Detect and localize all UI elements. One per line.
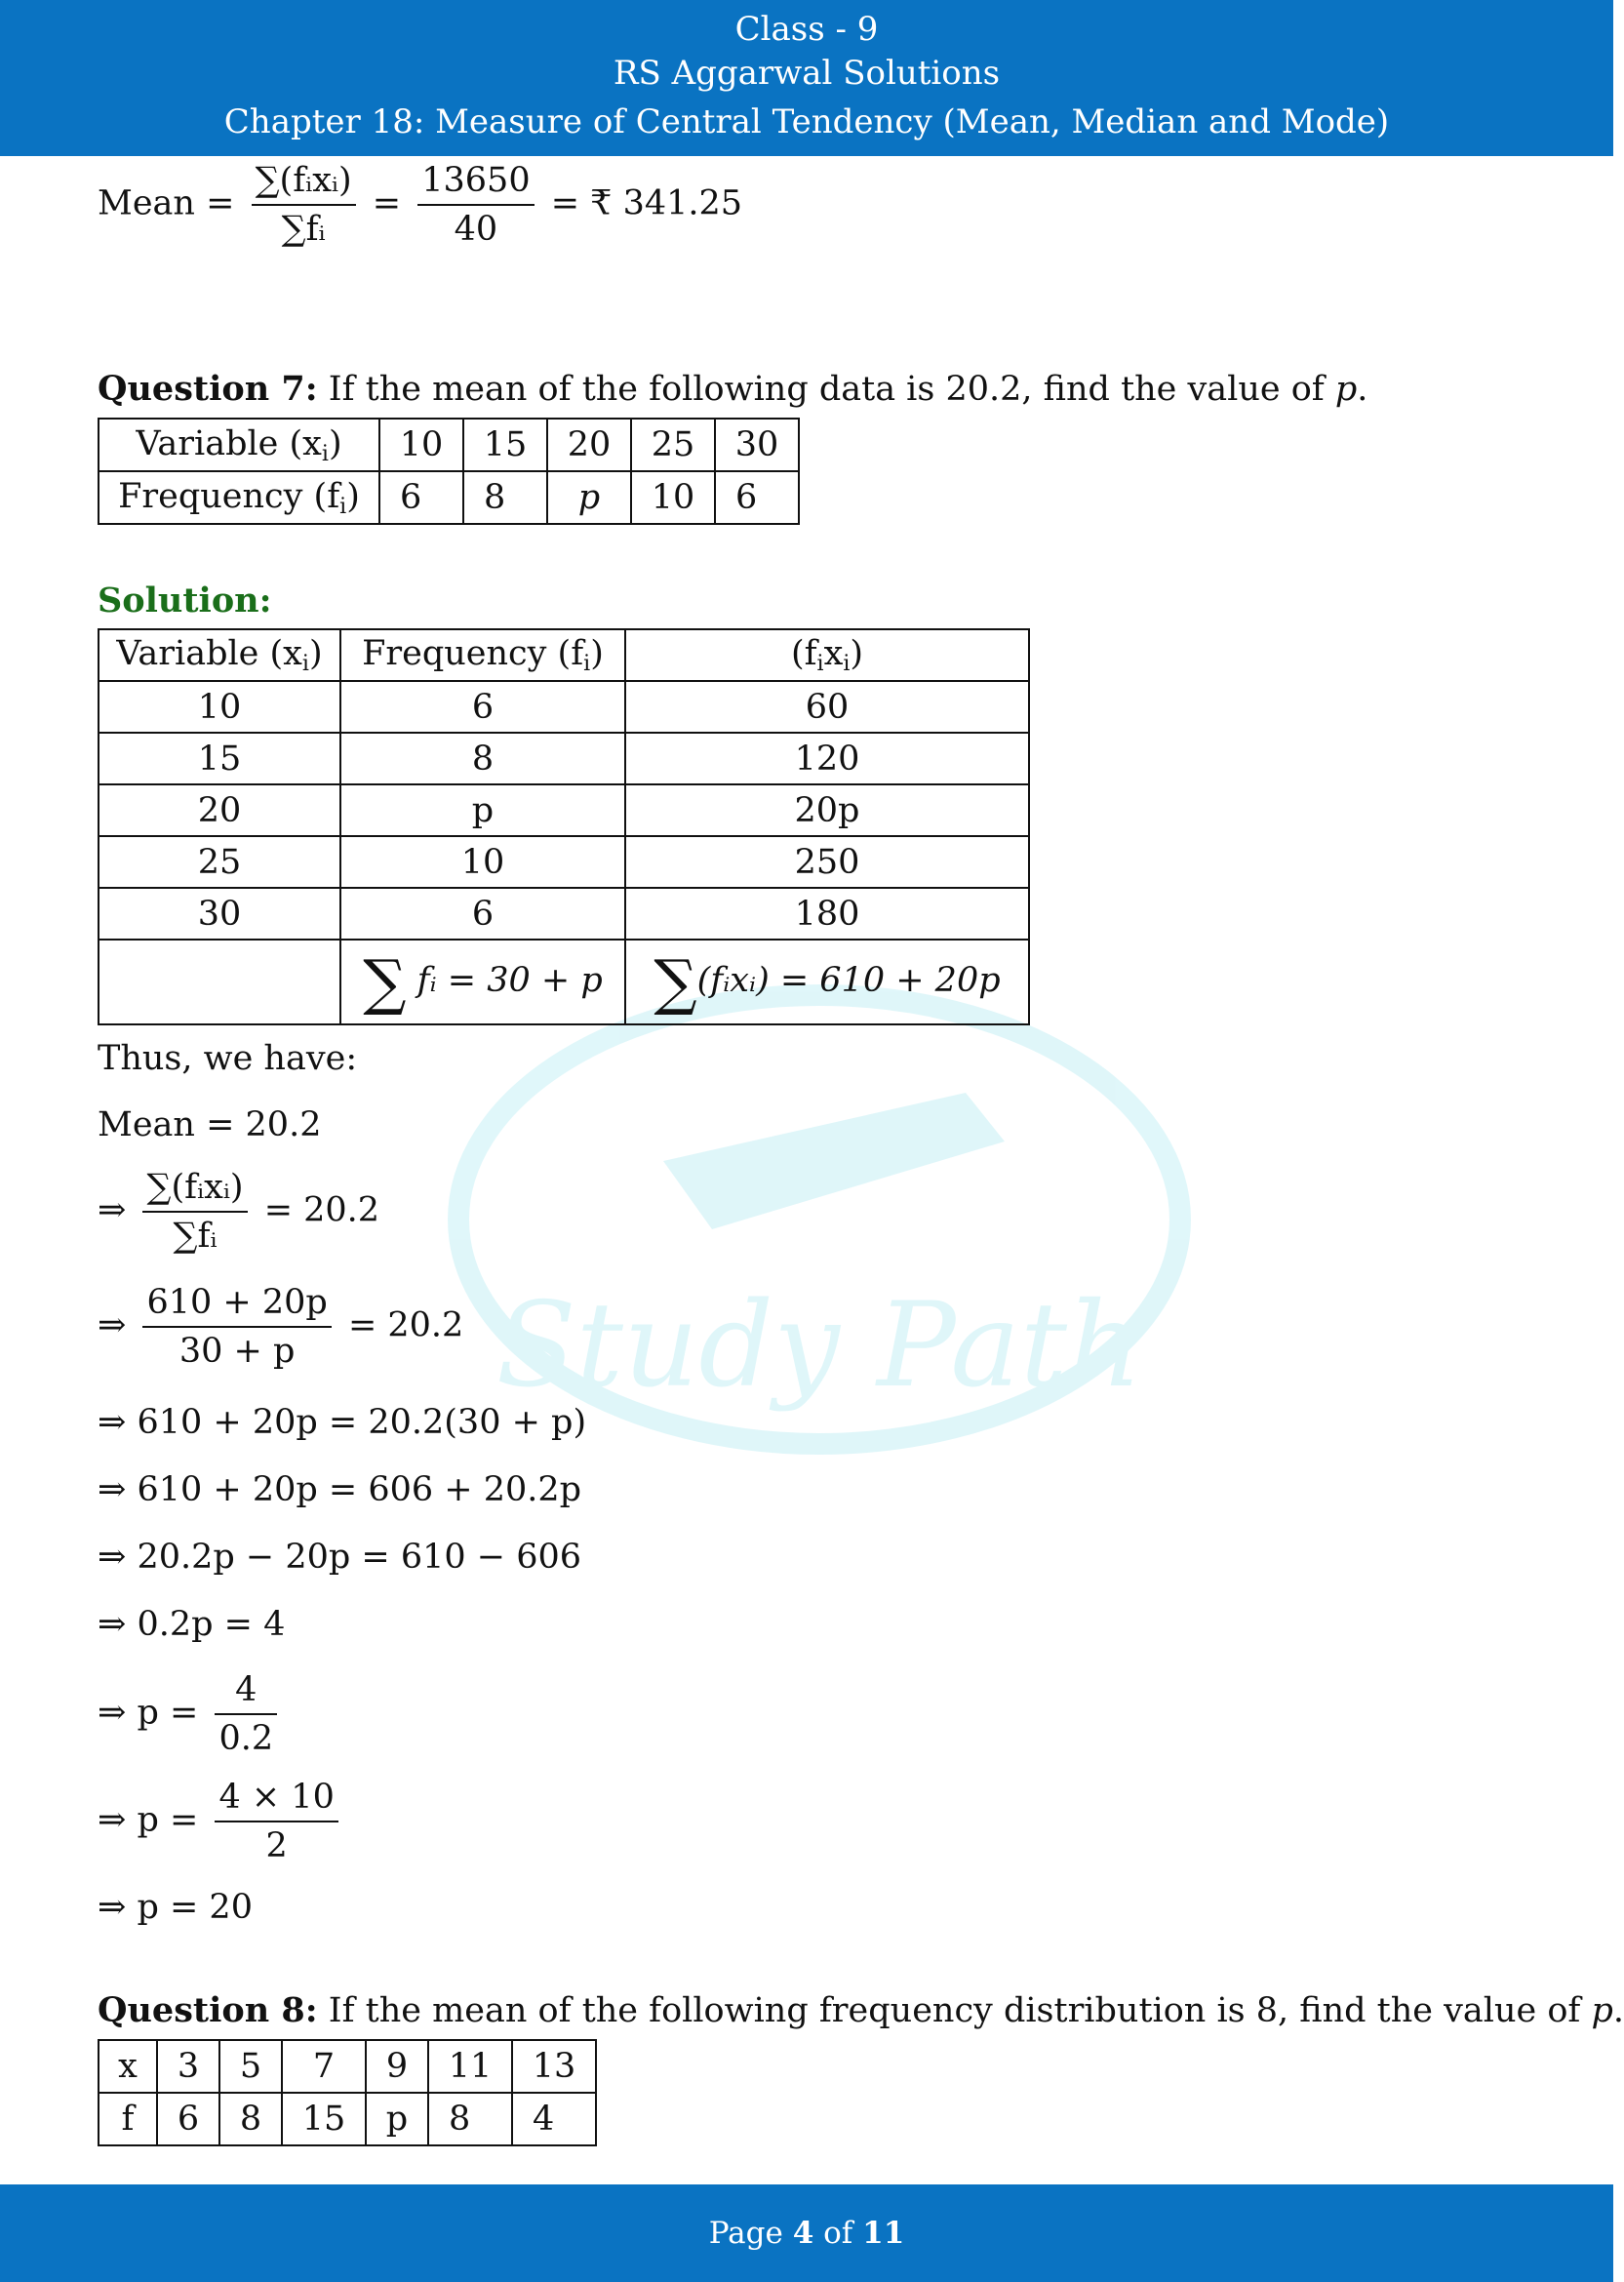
step-3: ⇒ 610 + 20p = 20.2(30 + p) <box>98 1403 587 1442</box>
step-7-fraction <box>215 1670 277 1758</box>
question-variable: p <box>1334 370 1358 409</box>
page-header <box>0 0 1613 156</box>
current-page-number: 4 <box>792 2216 814 2251</box>
step-1-fraction <box>142 1168 247 1256</box>
table-cell: p <box>366 2093 428 2145</box>
question-8-table <box>98 2039 597 2146</box>
row-label-frequency: Frequency $(f_i)$ <box>99 471 379 524</box>
table-header-frequency: Frequency $(f_i)$ <box>340 629 625 681</box>
table-cell: 20 <box>547 419 631 471</box>
fraction-denominator: 30 + p <box>178 1332 296 1371</box>
table-cell: 8 <box>428 2093 512 2145</box>
mean-equation: Mean = 20.2 <box>98 1105 322 1144</box>
header-chapter: Chapter 18: Measure of Central Tendency (Mean, Median and Mode) <box>223 102 1390 141</box>
fraction-numerator: ∑(fᵢxᵢ) <box>252 161 356 206</box>
table-cell: 8 <box>340 733 625 784</box>
mean-result: = ₹ 341.25 <box>550 183 743 223</box>
table-header-variable: Variable $(x_i)$ <box>99 629 340 681</box>
table-row <box>99 888 1029 940</box>
page-footer <box>0 2184 1613 2282</box>
step-6: ⇒ 0.2p = 4 <box>98 1605 286 1644</box>
table-cell: 11 <box>428 2040 512 2093</box>
fraction-denominator: 40 <box>454 210 498 249</box>
table-cell: 6 <box>340 888 625 940</box>
fraction-numerator: ∑(fᵢxᵢ) <box>142 1168 247 1213</box>
implies-symbol: ⇒ <box>98 1305 127 1345</box>
step-2-rhs: = 20.2 <box>347 1305 464 1345</box>
table-cell: 180 <box>625 888 1029 940</box>
header-book: RS Aggarwal Solutions <box>613 54 1001 93</box>
question-variable: p <box>1591 1991 1613 2030</box>
table-cell: 9 <box>366 2040 428 2093</box>
table-cell: 4 <box>512 2093 596 2145</box>
table-cell: 6 <box>379 471 463 524</box>
step-7 <box>98 1670 283 1758</box>
table-cell: 6 <box>715 471 799 524</box>
table-cell: 250 <box>625 836 1029 888</box>
row-label-x: x <box>99 2040 157 2093</box>
implies-symbol: ⇒ <box>98 1190 127 1230</box>
question-text: If the mean of the following frequency distribution is 8, find the value of <box>328 1991 1592 2030</box>
table-cell: 15 <box>282 2093 366 2145</box>
footer-prefix: Page <box>708 2216 793 2251</box>
step-9: ⇒ p = 20 <box>98 1888 253 1927</box>
table-cell: 25 <box>99 836 340 888</box>
mean-fraction-symbolic <box>252 161 356 249</box>
step-8 <box>98 1778 344 1865</box>
table-cell: 10 <box>340 836 625 888</box>
step-7-lhs: ⇒ p = <box>98 1693 199 1733</box>
sum-f-expression: fᵢ = 30 + p <box>416 960 603 1000</box>
table-row <box>99 836 1029 888</box>
watermark-text: Study Path <box>495 1278 1143 1414</box>
fraction-denominator: 2 <box>265 1826 288 1865</box>
question-text: If the mean of the following data is 20.2, find the value of <box>328 370 1335 409</box>
table-cell: 3 <box>157 2040 219 2093</box>
solution-table <box>98 628 1030 1025</box>
total-page-number: 11 <box>862 2216 905 2251</box>
table-cell: 6 <box>340 681 625 733</box>
table-cell: 10 <box>99 681 340 733</box>
fraction-denominator: 0.2 <box>218 1719 274 1758</box>
table-cell: 20 <box>99 784 340 836</box>
table-cell: 120 <box>625 733 1029 784</box>
header-class: Class - 9 <box>734 10 879 49</box>
question-7-table <box>98 418 800 525</box>
table-header-product: $(f_ix_i)$ <box>625 629 1029 681</box>
table-cell: 8 <box>219 2093 282 2145</box>
fraction-numerator: 610 + 20p <box>142 1283 331 1328</box>
table-row <box>99 681 1029 733</box>
fraction-denominator: ∑fᵢ <box>281 210 326 249</box>
question-label: Question 7: <box>98 369 318 409</box>
footer-separator: of <box>813 2216 863 2251</box>
step-1 <box>98 1168 379 1256</box>
mean-result-line: Mean = $\frac{\text{∑(fᵢxᵢ)}}{\text{∑fᵢ}}$ = $\frac{13650}{40}$ = ₹ 341.25 <box>98 161 743 249</box>
table-cell: 6 <box>157 2093 219 2145</box>
mean-lhs: Mean = <box>98 183 235 223</box>
table-cell: p <box>547 471 631 524</box>
sum-fx-cell: ∑(fᵢxᵢ) = 610 + 20p <box>625 940 1029 1024</box>
question-label: Question 8: <box>98 1990 318 2030</box>
fraction-numerator: 13650 <box>417 161 534 206</box>
sum-fx-expression: (fᵢxᵢ) = 610 + 20p <box>696 960 1001 1000</box>
table-cell: 7 <box>282 2040 366 2093</box>
table-cell: 5 <box>219 2040 282 2093</box>
question-8: Question 8: If the mean of the following frequency distribution is 8, find the value of p. <box>98 1990 1624 2030</box>
step-8-fraction <box>215 1778 337 1865</box>
step-2-fraction <box>142 1283 331 1371</box>
table-row <box>99 784 1029 836</box>
fraction-numerator: 4 × 10 <box>215 1778 337 1822</box>
table-cell: 20p <box>625 784 1029 836</box>
table-cell: p <box>340 784 625 836</box>
fraction-numerator: 4 <box>215 1670 277 1715</box>
row-label-variable: Variable $(x_i)$ <box>99 419 379 471</box>
step-1-rhs: = 20.2 <box>263 1190 380 1230</box>
thus-text: Thus, we have: <box>98 1039 358 1078</box>
step-5: ⇒ 20.2p − 20p = 610 − 606 <box>98 1538 582 1577</box>
table-cell-empty <box>99 940 340 1024</box>
solution-label: Solution: <box>98 581 272 621</box>
table-cell: 30 <box>99 888 340 940</box>
step-2 <box>98 1283 463 1371</box>
table-cell: 60 <box>625 681 1029 733</box>
sum-f-cell: ∑ fᵢ = 30 + p <box>340 940 625 1024</box>
step-4: ⇒ 610 + 20p = 606 + 20.2p <box>98 1470 582 1509</box>
table-cell: 15 <box>463 419 547 471</box>
table-cell: 30 <box>715 419 799 471</box>
step-8-lhs: ⇒ p = <box>98 1800 199 1840</box>
mean-fraction-values <box>417 161 534 249</box>
table-cell: 13 <box>512 2040 596 2093</box>
question-7: Question 7: If the mean of the following data is 20.2, find the value of p. <box>98 369 1368 409</box>
fraction-denominator: ∑fᵢ <box>173 1217 218 1256</box>
table-cell: 10 <box>631 471 715 524</box>
table-sum-row <box>99 940 1029 1024</box>
table-cell: 8 <box>463 471 547 524</box>
row-label-f: f <box>99 2093 157 2145</box>
table-row <box>99 733 1029 784</box>
table-cell: 25 <box>631 419 715 471</box>
table-cell: 10 <box>379 419 463 471</box>
table-cell: 15 <box>99 733 340 784</box>
